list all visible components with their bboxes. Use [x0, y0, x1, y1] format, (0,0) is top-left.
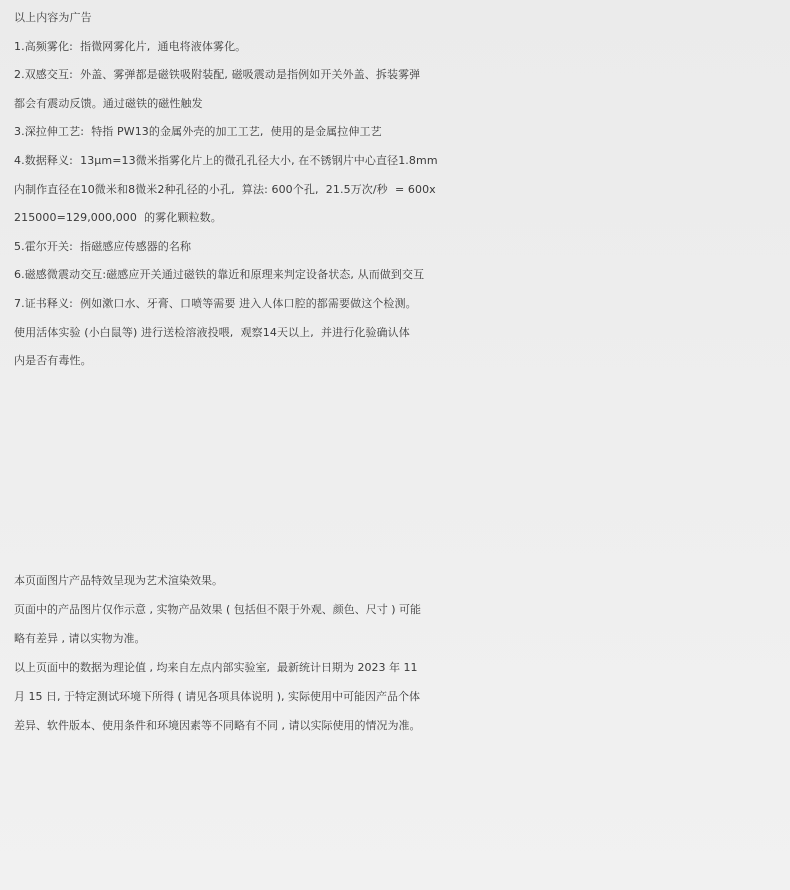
disclaimer-line: 差异、软件版本、使用条件和环境因素等不同略有不同 , 请以实际使用的情况为准。	[14, 719, 421, 732]
disclaimer-line: 页面中的产品图片仅作示意 , 实物产品效果 ( 包括但不限于外观、颜色、尺寸 ) 可能	[14, 603, 422, 616]
note-line: 3.深拉伸工艺: 特指 PW13的金属外壳的加工工艺, 使用的是金属拉伸工艺	[14, 125, 382, 139]
disclaimer-line: 以上页面中的数据为理论值 , 均来自左点内部实验室, 最新统计日期为 2023 年 11	[14, 661, 418, 674]
note-line: 内是否有毒性。	[14, 354, 92, 368]
disclaimer-line: 略有差异 , 请以实物为准。	[14, 632, 146, 645]
note-line: 5.霍尔开关: 指磁感应传感器的名称	[14, 239, 192, 253]
disclaimer-section	[14, 566, 784, 740]
ad-notes-section	[14, 4, 784, 376]
note-line: 4.数据释义: 13μm=13微米指雾化片上的微孔孔径大小, 在不锈钢片中心直径1.8mm	[14, 153, 438, 167]
note-line: 使用活体实验 (小白鼠等) 进行送检溶液投喂, 观察14天以上, 并进行化验确认体	[14, 325, 410, 339]
note-line: 1.高频雾化: 指微网雾化片, 通电将液体雾化。	[14, 39, 247, 53]
note-line: 7.证书释义: 例如漱口水、牙膏、口喷等需要 进入人体口腔的都需要做这个检测。	[14, 296, 417, 310]
ad-heading: 以上内容为广告	[14, 11, 92, 24]
note-line: 都会有震动反馈。通过磁铁的磁性触发	[14, 96, 203, 110]
disclaimer-line: 本页面图片产品特效呈现为艺术渲染效果。	[14, 574, 223, 587]
note-line: 215000=129,000,000 的雾化颗粒数。	[14, 211, 222, 225]
note-line: 内制作直径在10微米和8微米2种孔径的小孔, 算法: 600个孔, 21.5万次/秒 = 600x	[14, 182, 436, 196]
note-line: 6.磁感微震动交互:磁感应开关通过磁铁的靠近和原理来判定设备状态, 从而做到交互	[14, 268, 425, 282]
note-line: 2.双感交互: 外盖、雾弹都是磁铁吸附装配, 磁吸震动是指例如开关外盖、拆装雾弹	[14, 68, 421, 82]
disclaimer-line: 月 15 日, 于特定测试环境下所得 ( 请见各项具体说明 ), 实际使用中可能因产品个体	[14, 690, 421, 703]
